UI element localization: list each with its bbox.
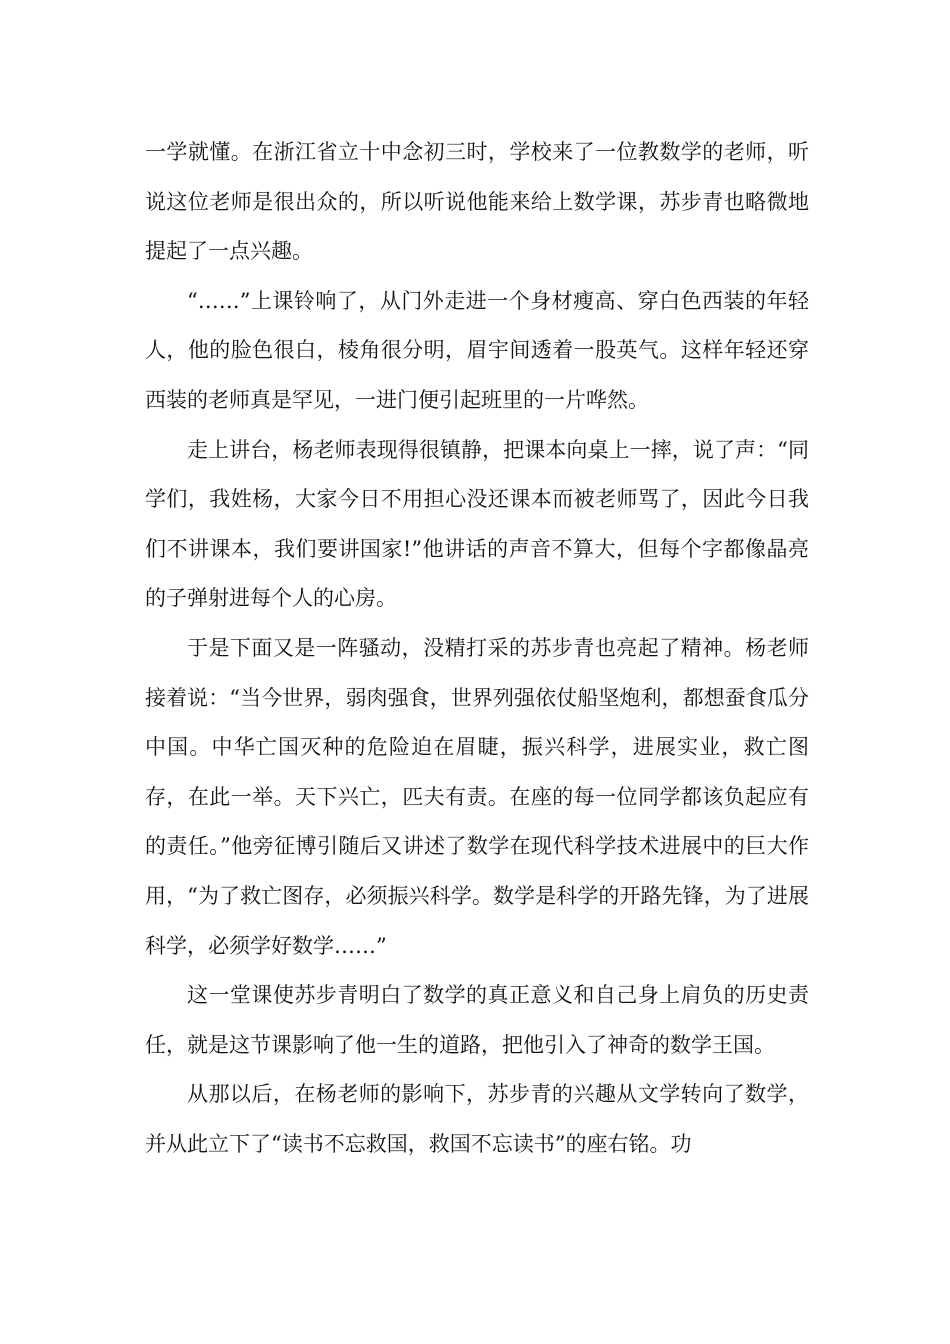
paragraph-5: 这一堂课使苏步青明白了数学的真正意义和自己身上肩负的历史责任，就是这节课影响了他一生的道路，把他引入了神奇的数学王国。 xyxy=(145,983,809,1057)
paragraph-4: 于是下面又是一阵骚动，没精打采的苏步青也亮起了精神。杨老师接着说：“当今世界，弱肉强食，世界列强依仗船坚炮利，都想蚕食瓜分中国。中华亡国灭种的危险迫在眉睫，振兴科学，进展实业，救亡图存，在此一举。天下兴亡，匹夫有责。在座的每一位同学都该负起应有的责任。”他旁征博引随后又讲述了数学在现代科学技术进展中的巨大作用，“为了救亡图存，必须振兴科学。数学是科学的开路先锋，为了进展科学，必须学好数学……” xyxy=(145,635,809,958)
paragraph-3: 走上讲台，杨老师表现得很镇静，把课本向桌上一摔，说了声：“同学们，我姓杨，大家今日不用担心没还课本而被老师骂了，因此今日我们不讲课本，我们要讲国家!”他讲话的声音不算大，但每个字都像晶亮的子弹射进每个人的心房。 xyxy=(145,437,809,611)
body-text xyxy=(145,128,809,1169)
paragraph-6: 从那以后，在杨老师的影响下，苏步青的兴趣从文学转向了数学，并从此立下了“读书不忘救国，救国不忘读书”的座右铭。功 xyxy=(145,1082,809,1156)
paragraph-1: 一学就懂。在浙江省立十中念初三时，学校来了一位教数学的老师，听说这位老师是很出众的，所以听说他能来给上数学课，苏步青也略微地提起了一点兴趣。 xyxy=(145,140,809,264)
paragraph-2: “……”上课铃响了，从门外走进一个身材瘦高、穿白色西装的年轻人，他的脸色很白，棱角很分明，眉宇间透着一股英气。这样年轻还穿西装的老师真是罕见，一进门便引起班里的一片哗然。 xyxy=(145,288,809,412)
